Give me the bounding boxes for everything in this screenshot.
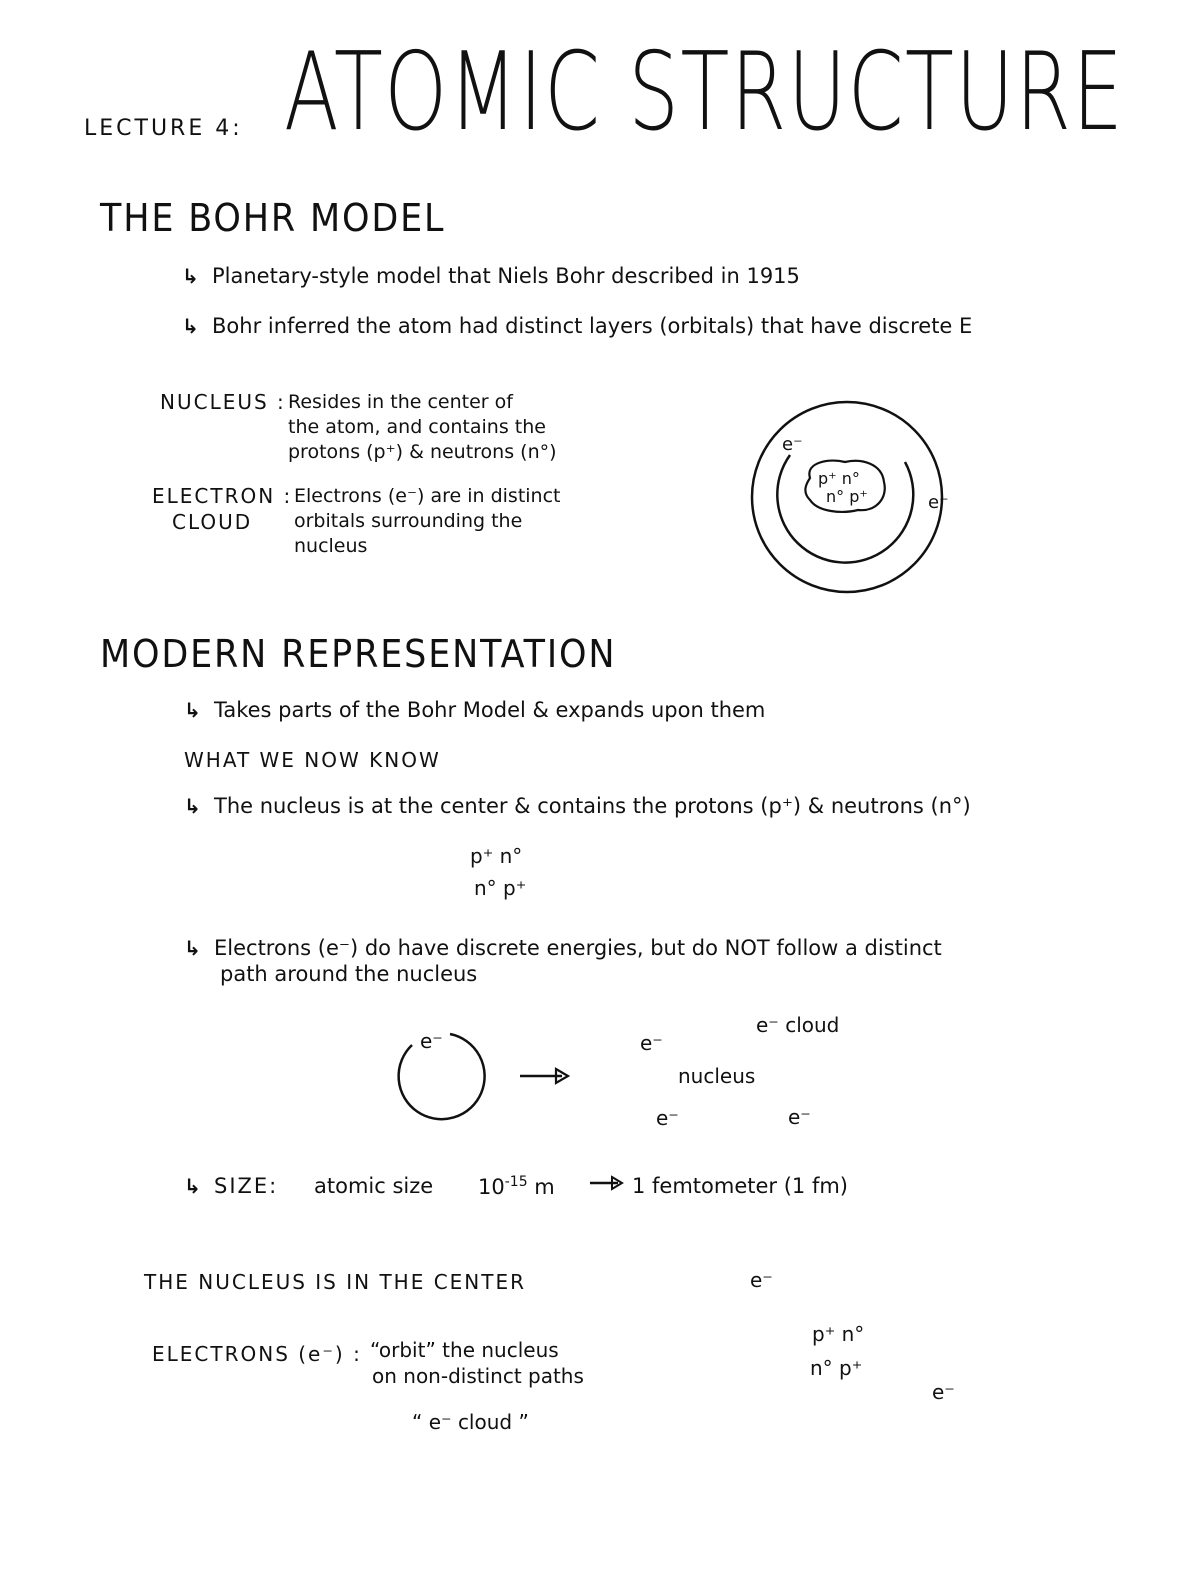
hook-arrow-icon: ↳ [182,314,199,338]
summary-nucleus-line2: n° p⁺ [810,1356,863,1380]
cloud-electron-1: e⁻ [640,1031,663,1055]
modern-bullet-3-text-line2: path around the nucleus [220,962,478,986]
size-arrow-icon [590,1177,622,1189]
size-bullet [184,1174,278,1198]
hook-arrow-icon: ↳ [184,698,201,722]
nucleus-description: Resides in the center of the atom, and contains the protons (p⁺) & neutrons (n°) [288,391,557,463]
bohr-nucleus-line1: p⁺ n° [818,469,860,488]
electrons-text-line1: “orbit” the nucleus [370,1338,559,1362]
nucleus-center-statement: THE NUCLEUS IS IN THE CENTER [144,1270,527,1294]
hook-arrow-icon: ↳ [184,794,201,818]
nucleus-protons-neutrons-line1: p⁺ n° [470,844,523,868]
electron-cloud-description: Electrons (e⁻) are in distinct orbitals surrounding the nucleus [294,485,561,557]
cloud-nucleus-label: nucleus [678,1064,756,1088]
summary-nucleus-line1: p⁺ n° [812,1322,865,1346]
bohr-atom-diagram [752,402,949,592]
modern-bullet-1 [184,698,765,722]
size-base: 10 [478,1175,505,1199]
electron-cloud-label-line2: CLOUD [172,510,253,534]
electrons-label: ELECTRONS (e⁻) : [152,1342,362,1366]
page-title: ATOMIC STRUCTURE [284,30,1125,155]
size-unit: m [534,1175,555,1199]
cloud-label: e⁻ cloud [756,1013,840,1037]
summary-electron-top: e⁻ [750,1268,773,1292]
modern-bullet-1-text: Takes parts of the Bohr Model & expands upon them [214,698,766,722]
modern-bullet-3 [184,936,942,960]
what-we-now-know-heading: WHAT WE NOW KNOW [184,748,441,772]
size-value [478,1174,555,1199]
bohr-bullet-1-text: Planetary-style model that Niels Bohr described in 1915 [212,264,800,288]
modern-representation-heading: MODERN REPRESENTATION [100,632,617,676]
bohr-bullet-2-text: Bohr inferred the atom had distinct layers (orbitals) that have discrete E [212,314,973,338]
modern-bullet-3-text-line1: Electrons (e⁻) do have discrete energies, but do NOT follow a distinct [214,936,942,960]
hook-arrow-icon: ↳ [184,1174,201,1198]
lecture-label: LECTURE 4: [84,116,243,141]
bohr-electron-top: e⁻ [782,434,803,455]
bohr-nucleus-line2: n° p⁺ [826,487,868,506]
size-text: atomic size [314,1174,434,1198]
hook-arrow-icon: ↳ [184,936,201,960]
bohr-electron-right: e⁻ [928,492,949,513]
electrons-text-line2: on non-distinct paths [372,1364,584,1388]
hook-arrow-icon: ↳ [182,264,199,288]
orbit-to-cloud-diagram [399,1013,840,1130]
modern-bullet-2 [184,794,971,818]
summary-electron-right: e⁻ [932,1380,955,1404]
electron-cloud-quote: “ e⁻ cloud ” [412,1410,529,1434]
nucleus-label: NUCLEUS : [160,390,286,414]
electron-cloud-label-line1: ELECTRON : [152,484,293,508]
modern-bullet-2-text: The nucleus is at the center & contains the protons (p⁺) & neutrons (n°) [214,794,971,818]
size-result: 1 femtometer (1 fm) [632,1174,848,1198]
bohr-model-heading: THE BOHR MODEL [100,196,446,240]
cloud-electron-2: e⁻ [656,1106,679,1130]
cloud-electron-3: e⁻ [788,1105,811,1129]
right-arrow-icon [520,1069,568,1083]
size-exponent: -15 [504,1174,528,1190]
size-label: SIZE: [214,1174,279,1198]
nucleus-protons-neutrons-line2: n° p⁺ [474,876,527,900]
simple-orbit-electron: e⁻ [420,1029,443,1053]
